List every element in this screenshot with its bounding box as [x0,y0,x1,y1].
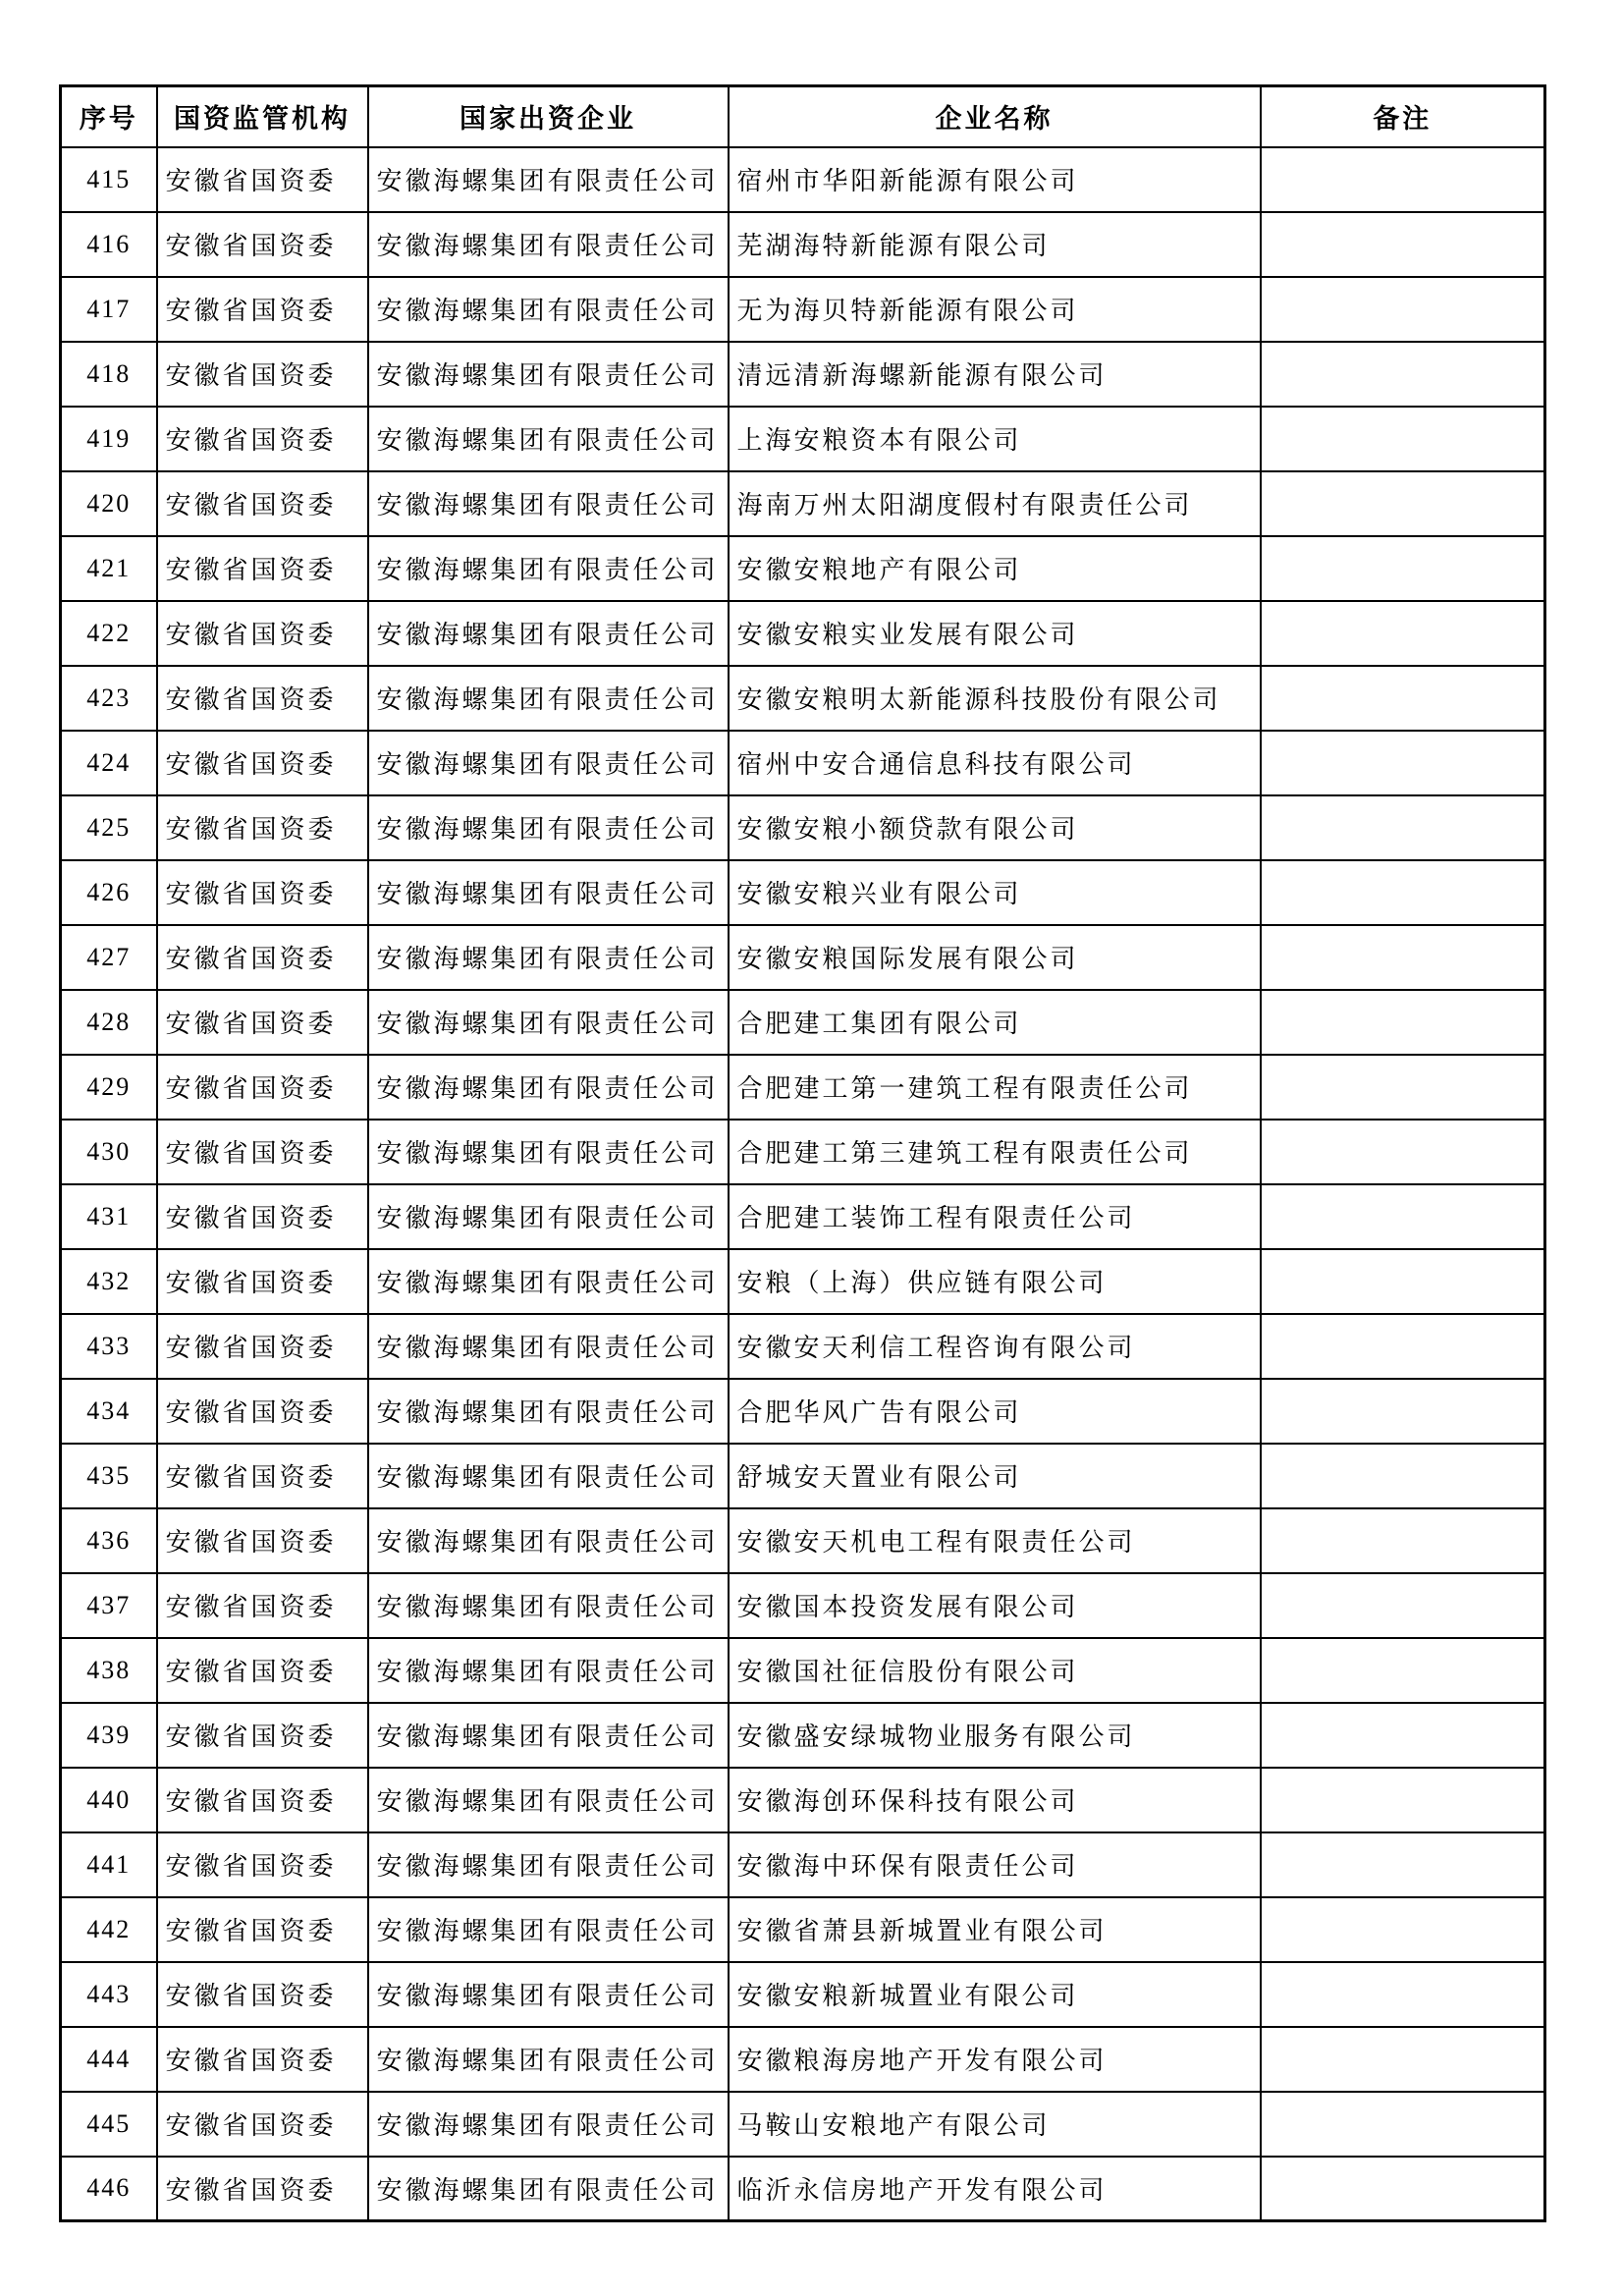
row-index-cell: 441 [61,1832,157,1897]
regulator-cell: 安徽省国资委 [157,536,368,601]
company-name-cell: 宿州中安合通信息科技有限公司 [729,731,1261,795]
row-index-cell: 446 [61,2157,157,2221]
parent-enterprise-cell: 安徽海螺集团有限责任公司 [368,601,729,666]
table-row [61,1249,1545,1314]
row-index-cell: 426 [61,860,157,925]
company-name-cell: 安徽安粮国际发展有限公司 [729,925,1261,990]
regulator-cell: 安徽省国资委 [157,1573,368,1638]
table-row [61,1184,1545,1249]
table-row [61,471,1545,536]
parent-enterprise-cell: 安徽海螺集团有限责任公司 [368,925,729,990]
row-index-cell: 435 [61,1444,157,1508]
company-name-cell: 海南万州太阳湖度假村有限责任公司 [729,471,1261,536]
remark-cell [1261,1184,1545,1249]
regulator-cell: 安徽省国资委 [157,1184,368,1249]
company-name-cell: 安徽海中环保有限责任公司 [729,1832,1261,1897]
company-name-cell: 安粮（上海）供应链有限公司 [729,1249,1261,1314]
row-index-cell: 425 [61,795,157,860]
remark-cell [1261,1768,1545,1832]
table-row [61,407,1545,471]
table-row [61,795,1545,860]
company-name-cell: 安徽省萧县新城置业有限公司 [729,1897,1261,1962]
company-name-cell: 安徽国社征信股份有限公司 [729,1638,1261,1703]
company-name-cell: 合肥建工第三建筑工程有限责任公司 [729,1120,1261,1184]
remark-cell [1261,2027,1545,2092]
row-index-cell: 424 [61,731,157,795]
company-name-cell: 安徽安天利信工程咨询有限公司 [729,1314,1261,1379]
table-row [61,212,1545,277]
parent-enterprise-cell: 安徽海螺集团有限责任公司 [368,1638,729,1703]
table-header [61,86,1545,147]
parent-enterprise-cell: 安徽海螺集团有限责任公司 [368,342,729,407]
row-index-cell: 427 [61,925,157,990]
remark-cell [1261,1314,1545,1379]
remark-cell [1261,536,1545,601]
parent-enterprise-cell: 安徽海螺集团有限责任公司 [368,1832,729,1897]
regulator-cell: 安徽省国资委 [157,147,368,212]
row-index-cell: 416 [61,212,157,277]
regulator-cell: 安徽省国资委 [157,2027,368,2092]
header-row [61,86,1545,147]
table-row [61,2092,1545,2157]
remark-cell [1261,1638,1545,1703]
regulator-cell: 安徽省国资委 [157,1120,368,1184]
parent-enterprise-cell: 安徽海螺集团有限责任公司 [368,147,729,212]
row-index-cell: 417 [61,277,157,342]
parent-enterprise-cell: 安徽海螺集团有限责任公司 [368,666,729,731]
company-name-cell: 合肥建工第一建筑工程有限责任公司 [729,1055,1261,1120]
row-index-cell: 420 [61,471,157,536]
table-row [61,1832,1545,1897]
remark-cell [1261,1379,1545,1444]
header-parent-enterprise: 国家出资企业 [368,86,729,147]
table-row [61,601,1545,666]
table-row [61,1055,1545,1120]
parent-enterprise-cell: 安徽海螺集团有限责任公司 [368,1379,729,1444]
table-row [61,860,1545,925]
remark-cell [1261,860,1545,925]
remark-cell [1261,342,1545,407]
company-name-cell: 安徽安粮兴业有限公司 [729,860,1261,925]
company-name-cell: 芜湖海特新能源有限公司 [729,212,1261,277]
row-index-cell: 442 [61,1897,157,1962]
remark-cell [1261,666,1545,731]
remark-cell [1261,471,1545,536]
parent-enterprise-cell: 安徽海螺集团有限责任公司 [368,1897,729,1962]
regulator-cell: 安徽省国资委 [157,1768,368,1832]
regulator-cell: 安徽省国资委 [157,1314,368,1379]
parent-enterprise-cell: 安徽海螺集团有限责任公司 [368,1703,729,1768]
remark-cell [1261,1249,1545,1314]
row-index-cell: 423 [61,666,157,731]
row-index-cell: 415 [61,147,157,212]
row-index-cell: 438 [61,1638,157,1703]
regulator-cell: 安徽省国资委 [157,1508,368,1573]
table-row [61,1962,1545,2027]
table-row [61,1573,1545,1638]
company-name-cell: 舒城安天置业有限公司 [729,1444,1261,1508]
row-index-cell: 422 [61,601,157,666]
parent-enterprise-cell: 安徽海螺集团有限责任公司 [368,1573,729,1638]
remark-cell [1261,2092,1545,2157]
regulator-cell: 安徽省国资委 [157,212,368,277]
regulator-cell: 安徽省国资委 [157,1832,368,1897]
table-row [61,990,1545,1055]
row-index-cell: 430 [61,1120,157,1184]
row-index-cell: 433 [61,1314,157,1379]
row-index-cell: 429 [61,1055,157,1120]
table-row [61,1638,1545,1703]
table-row [61,2027,1545,2092]
table-row [61,1379,1545,1444]
parent-enterprise-cell: 安徽海螺集团有限责任公司 [368,471,729,536]
row-index-cell: 431 [61,1184,157,1249]
regulator-cell: 安徽省国资委 [157,990,368,1055]
regulator-cell: 安徽省国资委 [157,1055,368,1120]
parent-enterprise-cell: 安徽海螺集团有限责任公司 [368,1120,729,1184]
regulator-cell: 安徽省国资委 [157,666,368,731]
row-index-cell: 418 [61,342,157,407]
parent-enterprise-cell: 安徽海螺集团有限责任公司 [368,731,729,795]
regulator-cell: 安徽省国资委 [157,860,368,925]
company-name-cell: 宿州市华阳新能源有限公司 [729,147,1261,212]
parent-enterprise-cell: 安徽海螺集团有限责任公司 [368,1249,729,1314]
remark-cell [1261,1055,1545,1120]
company-name-cell: 安徽安天机电工程有限责任公司 [729,1508,1261,1573]
row-index-cell: 419 [61,407,157,471]
parent-enterprise-cell: 安徽海螺集团有限责任公司 [368,1444,729,1508]
company-name-cell: 合肥华风广告有限公司 [729,1379,1261,1444]
table-row [61,277,1545,342]
remark-cell [1261,407,1545,471]
table-row [61,1703,1545,1768]
regulator-cell: 安徽省国资委 [157,1444,368,1508]
remark-cell [1261,731,1545,795]
company-name-cell: 上海安粮资本有限公司 [729,407,1261,471]
table-row [61,731,1545,795]
table-row [61,2157,1545,2221]
company-name-cell: 安徽粮海房地产开发有限公司 [729,2027,1261,2092]
parent-enterprise-cell: 安徽海螺集团有限责任公司 [368,1962,729,2027]
regulator-cell: 安徽省国资委 [157,471,368,536]
regulator-cell: 安徽省国资委 [157,1379,368,1444]
parent-enterprise-cell: 安徽海螺集团有限责任公司 [368,277,729,342]
table-row [61,147,1545,212]
parent-enterprise-cell: 安徽海螺集团有限责任公司 [368,2157,729,2221]
remark-cell [1261,1962,1545,2027]
row-index-cell: 421 [61,536,157,601]
row-index-cell: 439 [61,1703,157,1768]
table-body [61,147,1545,2221]
parent-enterprise-cell: 安徽海螺集团有限责任公司 [368,407,729,471]
row-index-cell: 434 [61,1379,157,1444]
row-index-cell: 437 [61,1573,157,1638]
company-name-cell: 临沂永信房地产开发有限公司 [729,2157,1261,2221]
company-name-cell: 安徽国本投资发展有限公司 [729,1573,1261,1638]
company-name-cell: 安徽海创环保科技有限公司 [729,1768,1261,1832]
remark-cell [1261,212,1545,277]
remark-cell [1261,277,1545,342]
remark-cell [1261,1573,1545,1638]
header-company-name: 企业名称 [729,86,1261,147]
row-index-cell: 443 [61,1962,157,2027]
remark-cell [1261,601,1545,666]
remark-cell [1261,1120,1545,1184]
company-name-cell: 安徽安粮实业发展有限公司 [729,601,1261,666]
parent-enterprise-cell: 安徽海螺集团有限责任公司 [368,1184,729,1249]
regulator-cell: 安徽省国资委 [157,407,368,471]
remark-cell [1261,147,1545,212]
regulator-cell: 安徽省国资委 [157,1249,368,1314]
row-index-cell: 432 [61,1249,157,1314]
table-row [61,925,1545,990]
table-row [61,1508,1545,1573]
regulator-cell: 安徽省国资委 [157,1897,368,1962]
table-row [61,1897,1545,1962]
parent-enterprise-cell: 安徽海螺集团有限责任公司 [368,990,729,1055]
parent-enterprise-cell: 安徽海螺集团有限责任公司 [368,2027,729,2092]
company-name-cell: 安徽盛安绿城物业服务有限公司 [729,1703,1261,1768]
table-row [61,1444,1545,1508]
header-regulator: 国资监管机构 [157,86,368,147]
remark-cell [1261,1444,1545,1508]
parent-enterprise-cell: 安徽海螺集团有限责任公司 [368,1314,729,1379]
table-row [61,666,1545,731]
parent-enterprise-cell: 安徽海螺集团有限责任公司 [368,795,729,860]
header-index: 序号 [61,86,157,147]
regulator-cell: 安徽省国资委 [157,925,368,990]
remark-cell [1261,990,1545,1055]
regulator-cell: 安徽省国资委 [157,795,368,860]
company-name-cell: 安徽安粮小额贷款有限公司 [729,795,1261,860]
regulator-cell: 安徽省国资委 [157,2157,368,2221]
state-funded-enterprise-table [59,84,1546,2222]
company-name-cell: 安徽安粮地产有限公司 [729,536,1261,601]
row-index-cell: 436 [61,1508,157,1573]
table-row [61,1314,1545,1379]
regulator-cell: 安徽省国资委 [157,2092,368,2157]
company-name-cell: 无为海贝特新能源有限公司 [729,277,1261,342]
company-name-cell: 马鞍山安粮地产有限公司 [729,2092,1261,2157]
row-index-cell: 445 [61,2092,157,2157]
parent-enterprise-cell: 安徽海螺集团有限责任公司 [368,536,729,601]
company-name-cell: 清远清新海螺新能源有限公司 [729,342,1261,407]
remark-cell [1261,1832,1545,1897]
company-name-cell: 合肥建工集团有限公司 [729,990,1261,1055]
regulator-cell: 安徽省国资委 [157,277,368,342]
company-name-cell: 合肥建工装饰工程有限责任公司 [729,1184,1261,1249]
regulator-cell: 安徽省国资委 [157,731,368,795]
parent-enterprise-cell: 安徽海螺集团有限责任公司 [368,860,729,925]
parent-enterprise-cell: 安徽海螺集团有限责任公司 [368,1055,729,1120]
regulator-cell: 安徽省国资委 [157,1703,368,1768]
table-row [61,536,1545,601]
header-remark: 备注 [1261,86,1545,147]
company-name-cell: 安徽安粮新城置业有限公司 [729,1962,1261,2027]
table-row [61,1120,1545,1184]
remark-cell [1261,795,1545,860]
parent-enterprise-cell: 安徽海螺集团有限责任公司 [368,1768,729,1832]
remark-cell [1261,1703,1545,1768]
table-row [61,342,1545,407]
row-index-cell: 440 [61,1768,157,1832]
parent-enterprise-cell: 安徽海螺集团有限责任公司 [368,2092,729,2157]
table-row [61,1768,1545,1832]
remark-cell [1261,1897,1545,1962]
regulator-cell: 安徽省国资委 [157,1638,368,1703]
row-index-cell: 428 [61,990,157,1055]
remark-cell [1261,925,1545,990]
remark-cell [1261,1508,1545,1573]
company-name-cell: 安徽安粮明太新能源科技股份有限公司 [729,666,1261,731]
parent-enterprise-cell: 安徽海螺集团有限责任公司 [368,212,729,277]
row-index-cell: 444 [61,2027,157,2092]
regulator-cell: 安徽省国资委 [157,601,368,666]
regulator-cell: 安徽省国资委 [157,342,368,407]
parent-enterprise-cell: 安徽海螺集团有限责任公司 [368,1508,729,1573]
regulator-cell: 安徽省国资委 [157,1962,368,2027]
remark-cell [1261,2157,1545,2221]
